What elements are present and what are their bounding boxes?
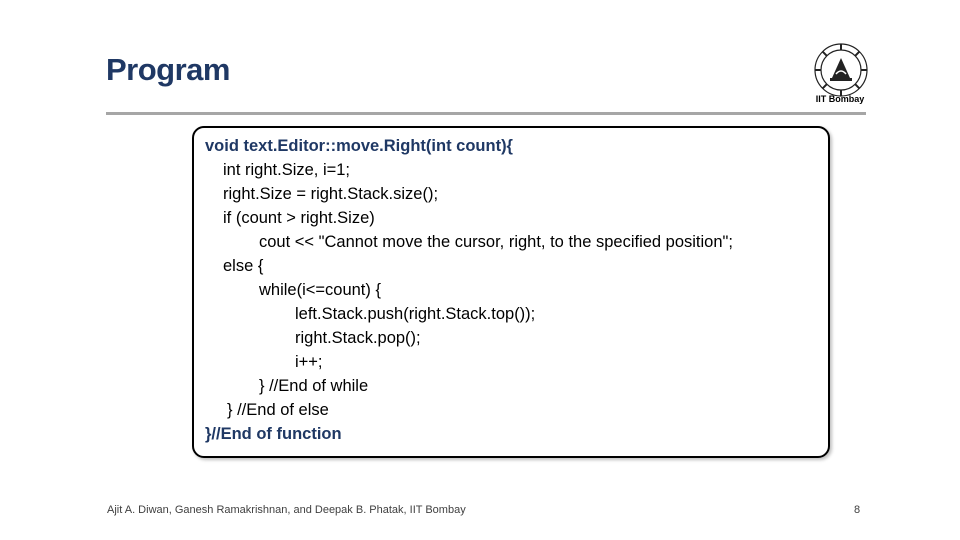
code-line: else { [223, 257, 264, 275]
code-line: right.Size = right.Stack.size(); [223, 185, 439, 203]
code-line: }//End of function [205, 425, 342, 443]
code-line: left.Stack.push(right.Stack.top()); [295, 305, 536, 323]
slide-title: Program [106, 52, 230, 87]
page-number: 8 [854, 504, 861, 516]
code-line: } //End of while [259, 377, 369, 395]
code-line: int right.Size, i=1; [223, 161, 351, 179]
code-line: right.Stack.pop(); [295, 329, 421, 347]
code-line: } //End of else [227, 401, 329, 419]
logo-caption: IIT Bombay [815, 94, 865, 104]
code-line: void text.Editor::move.Right(int count){ [205, 137, 513, 155]
title-divider [106, 112, 866, 115]
footer-authors: Ajit A. Diwan, Ganesh Ramakrishnan, and Deepak B. Phatak, IIT Bombay [107, 504, 466, 516]
code-box [192, 126, 830, 458]
code-line: while(i<=count) { [259, 281, 381, 299]
iit-bombay-logo-icon [812, 42, 870, 102]
code-line: if (count > right.Size) [223, 209, 375, 227]
code-line: i++; [295, 353, 323, 371]
code-line: cout << "Cannot move the cursor, right, to the specified position"; [259, 233, 733, 251]
